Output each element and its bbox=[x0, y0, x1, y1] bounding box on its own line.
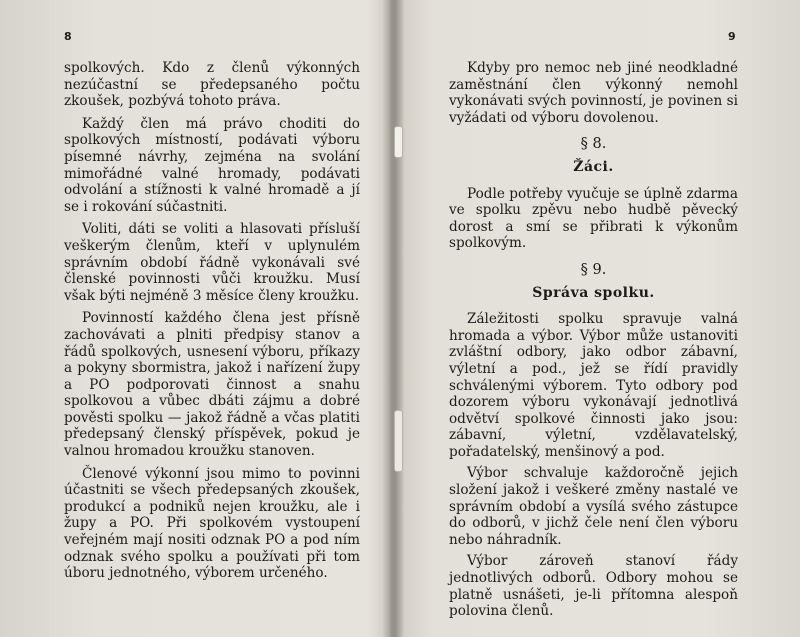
paragraph: Povinností každého člena jest přísně zachovávati a plniti předpisy stanov a řádů spolkových, usnesení výboru, příkazy a pokyny sbormistra, jakož i nařízení župy a PO podporovati činnost a snahu spolkovou a vůbec dbáti zájmu a dobré pověsti spolku — jakož řádně a včas platiti předepsaný členský příspěvek, pokud je valnou hromadou kroužku stanoven. bbox=[64, 310, 360, 460]
paragraph: Členové výkonní jsou mimo to povinni účastniti se všech předepsaných zkoušek, produkcí a podniků nejen kroužku, ale i župy a PO. Při spolkovém vystoupení veřejném mají nositi odznak PO a pod ním odznak svého spolku a používati při tom úboru jednotného, výborem určeného. bbox=[64, 465, 360, 582]
section-title: Žáci. bbox=[573, 158, 614, 175]
paragraph: Voliti, dáti se voliti a hlasovati přísluší veškerým členům, kteří v uplynulém správním období řádně vykonávali své členské povinnosti vůči kroužku. Musí však býti nejméně 3 měsíce členy kroužku. bbox=[64, 221, 360, 304]
paragraph: Podle potřeby vyučuje se úplně zdarma ve spolku zpěvu nebo hudbě pěvecký dorost a smí se přibrati k výkonům spolkovým. bbox=[449, 185, 738, 252]
paragraph: Výbor zároveň stanoví řády jednotlivých odborů. Odbory mohou se platně usnášeti, je-li přítomna alespoň polovina členů. bbox=[449, 553, 738, 620]
book-gutter bbox=[382, 0, 404, 637]
left-page-text bbox=[64, 60, 360, 588]
page-number-left: 8 bbox=[64, 30, 72, 43]
section-title: Správa spolku. bbox=[532, 284, 655, 301]
paragraph: Kdyby pro nemoc neb jiné neodkladné zaměstnání člen výkonný nemohl vykonávati svých povinností, je povinen si vyžádati od výboru dovolenou. bbox=[449, 60, 738, 126]
paragraph: Záležitosti spolku spravuje valná hromada a výbor. Výbor může ustanoviti zvláštní odbory, jako odbor zábavní, výletní a pod., jež se řídí pravidly schválenými výborem. Tyto odbory pod dozorem výboru vykonávají jednotlivá odvětví spolkové činnosti jako jsou: zábavní, výletní, vzdělavatelský, pořadatelský, menšinový a pod. bbox=[449, 311, 738, 460]
section-number: § 8. bbox=[580, 136, 607, 153]
page-number-right: 9 bbox=[728, 30, 736, 43]
binding-thread bbox=[394, 126, 403, 158]
section-number: § 9. bbox=[580, 261, 607, 278]
paragraph: spolkových. Kdo z členů výkonných nezúčastní se předepsaného počtu zkoušek, pozbývá tohoto práva. bbox=[64, 60, 360, 110]
right-page-text bbox=[449, 60, 738, 625]
paragraph: Výbor schvaluje každoročně jejich složení jakož i veškeré změny nastalé ve správním období a vysílá svého zástupce do odborů, v jichž čele není člen výboru nebo náhradník. bbox=[449, 465, 738, 548]
paragraph: Každý člen má právo choditi do spolkových místností, podávati výboru písemné návrhy, zejména na svolání mimořádné valné hromady, podávati odvolání a stížnosti k valné hromadě a jí se i rokování súčastniti. bbox=[64, 115, 360, 215]
binding-thread bbox=[394, 410, 403, 472]
